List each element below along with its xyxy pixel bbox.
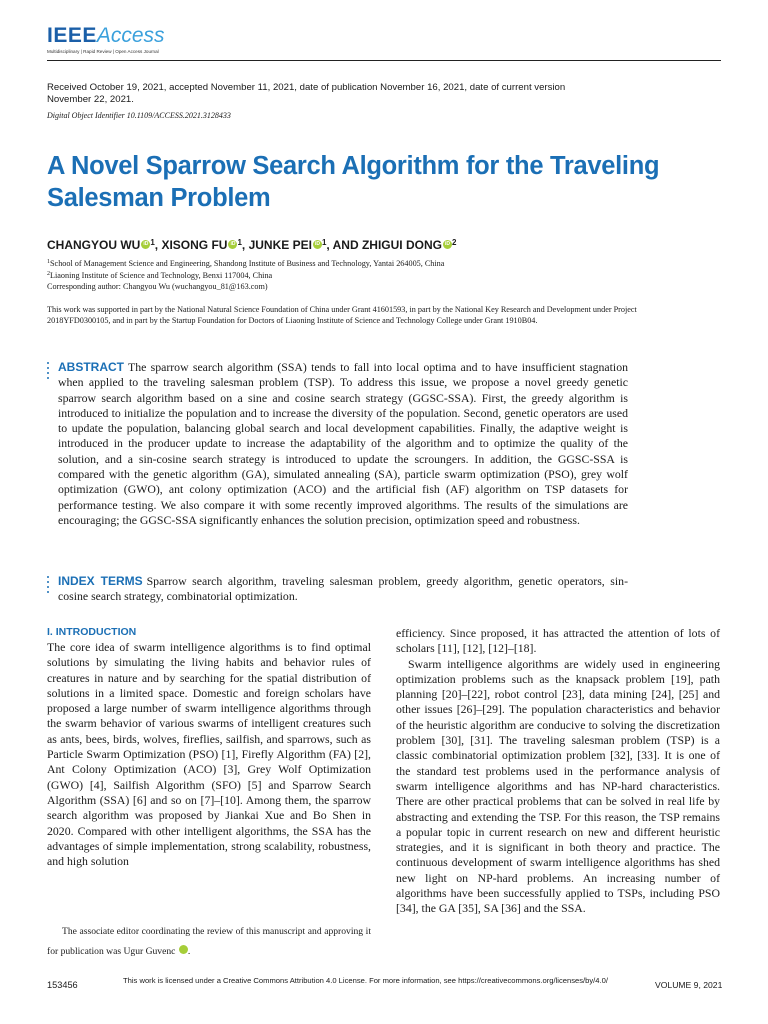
author-affiliation-mark: 1 — [150, 238, 155, 247]
editor-footnote: The associate editor coordinating the review of this manuscript and approving it for publication was Ugur Guvenc iD. — [47, 926, 371, 957]
author-name: , XISONG FU — [154, 238, 228, 252]
footnote-text: The associate editor coordinating the review of this manuscript and approving it for publication was Ugur Guvenc — [47, 926, 371, 957]
journal-logo — [47, 24, 165, 54]
paper-title: A Novel Sparrow Search Algorithm for the Traveling Salesman Problem — [47, 152, 660, 212]
author-name: CHANGYOU WU — [47, 238, 141, 252]
index-terms-label: INDEX TERMS — [58, 574, 143, 588]
volume-info: VOLUME 9, 2021 — [655, 980, 723, 990]
section-heading: I. INTRODUCTION — [47, 626, 137, 638]
body-paragraph: Swarm intelligence algorithms are widely used in engineering optimization problems such as the knapsack problem [19], path planning [20]–[22], robot control [23], data mining [24], [25] and other issues [26]–[29]. The population characteristics and behavior of the heuristic algorithm are conducive to solving the discretization problem [30], [31]. The traveling salesman problem (TSP) is a classic combinatorial optimization problem [32], [33]. It is one of the standard test problems used in the performance analysis of swarm intelligence algorithms and has NP-hard characteristics. There are other practical problems that can be solved in real life by abstracting and extending the TSP. For this reason, the TSP remains a popular topic in current research on new and different heuristic strategies, and it is significant in both theory and practice. The continuous development of swarm intelligence algorithms has shed new light on NP-hard problems. An increasing number of algorithms have been successfully applied to TSPs, including PSO [34], the GA [35], SA [36] and the SSA. — [396, 656, 720, 916]
abstract — [58, 360, 628, 528]
header-rule — [47, 60, 721, 61]
orcid-icon[interactable]: iD — [179, 945, 188, 954]
abstract-marker-icon — [47, 362, 50, 382]
orcid-icon[interactable]: iD — [444, 241, 450, 247]
author-name: , AND ZHIGUI DONG — [326, 238, 442, 252]
body-paragraph: efficiency. Since proposed, it has attracted the attention of lots of scholars [11], [12], [12]–[18]. — [396, 626, 720, 656]
orcid-icon[interactable]: iD — [230, 241, 236, 247]
author-affiliation-mark: 1 — [237, 238, 242, 247]
license-notice[interactable]: This work is licensed under a Creative Commons Attribution 4.0 License. For more information, see https://creativecommons.org/licenses/by/4.0/ — [123, 976, 608, 985]
received-dates: Received October 19, 2021, accepted November 11, 2021, date of publication November 16, 2021, date of current version November 22, 2021. — [47, 82, 566, 105]
logo-tagline: Multidisciplinary | Rapid Review | Open Access Journal — [47, 49, 159, 54]
logo-ieee: IEEE — [47, 24, 97, 47]
abstract-label: ABSTRACT — [58, 360, 124, 374]
author-affiliation-mark: 2 — [451, 238, 457, 247]
orcid-icon[interactable]: iD — [314, 241, 320, 247]
body-column-left — [47, 626, 371, 869]
corresponding-author: Corresponding author: Changyou Wu (wuchangyou_81@163.com) — [47, 282, 268, 291]
funding-statement: This work was supported in part by the National Natural Science Foundation of China under Grant 41601593, in part by the National Key Research and Development under Project 2018YFD0300105, and in part by the Startup Foundation for Doctors of Liaoning Institute of Science and Technology College under Grant 1910B04. — [47, 305, 637, 326]
affiliation-item: $^2$Liaoning Institute of Science and Technology, Benxi 117004, China — [47, 271, 273, 280]
author-list — [47, 238, 456, 252]
affiliation-item: $^1$School of Management Science and Engineering, Shandong Institute of Business and Technology, Yantai 264005, China — [47, 259, 445, 268]
index-terms — [58, 574, 628, 605]
doi[interactable]: Digital Object Identifier 10.1109/ACCESS.2021.3128433 — [47, 111, 231, 120]
orcid-icon[interactable]: iD — [143, 241, 149, 247]
logo-access: Access — [96, 24, 165, 47]
index-terms-text: Sparrow search algorithm, traveling salesman problem, greedy algorithm, genetic operators, sin-cosine search strategy, combinatorial optimization. — [58, 574, 628, 604]
author-affiliation-mark: 1 — [321, 238, 327, 247]
index-terms-marker-icon — [47, 576, 50, 596]
body-paragraph: The core idea of swarm intelligence algorithms is to find optimal solutions by simulating the living habits and behavior rules of creatures in nature and by searching for the spatial distribution of solutions in a limited space. Domestic and foreign scholars have proposed a large number of swarm intelligence algorithms through the swarm behavior of various swarms of intelligent creatures such as ants, bees, birds, wolves, fireflies, sailfish, and sparrows, such as Particle Swarm Optimization (PSO) [1], Firefly Algorithm (FA) [2], Ant Colony Optimization (ACO) [3], Grey Wolf Optimization (GWO) [4], Sailfish Algorithm (SFO) [5] and Sparrow Search Algorithm (SSA) [6] and so on [7]–[10]. Among them, the sparrow search algorithm was proposed by Jiankai Xue and Bo Shen in 2020. Compared with other intelligent algorithms, the SSA has the advantages of simple implementation, strong scalability, robustness, and high solution — [47, 640, 371, 869]
affiliations — [47, 257, 444, 281]
page-number: 153456 — [47, 980, 78, 990]
abstract-text: The sparrow search algorithm (SSA) tends to fall into local optima and to have insufficient stagnation when applied to the traveling salesman problem (TSP). To address this issue, we propose a novel greedy genetic sparrow search algorithm based on a sine and cosine search strategy (GGSC-SSA). First, the greedy algorithm is introduced to initialize the population and to increase the diversity of the population. Second, genetic operators are used to update the population, balancing global search and local development capabilities. Finally, the adaptive weight is introduced in the producer update to increase the adaptability of the algorithm and to optimize the quality of the solution, and a sin-cosine search strategy is introduced to update the scroungers. In addition, the GGSC-SSA is compared with the genetic algorithm (GA), simulated annealing (SA), particle swarm optimization (PSO), grey wolf optimization (GWO), ant colony optimization (ACO) and the artificial fish (AF) algorithm on TSP datasets for performance testing. We also compare it with some recently improved algorithms. The results of the simulations are encouraging; the GGSC-SSA significantly enhances the solution precision, optimization speed and robustness. — [58, 360, 628, 527]
body-column-right — [396, 626, 720, 917]
author-name: , JUNKE PEI — [241, 238, 312, 252]
